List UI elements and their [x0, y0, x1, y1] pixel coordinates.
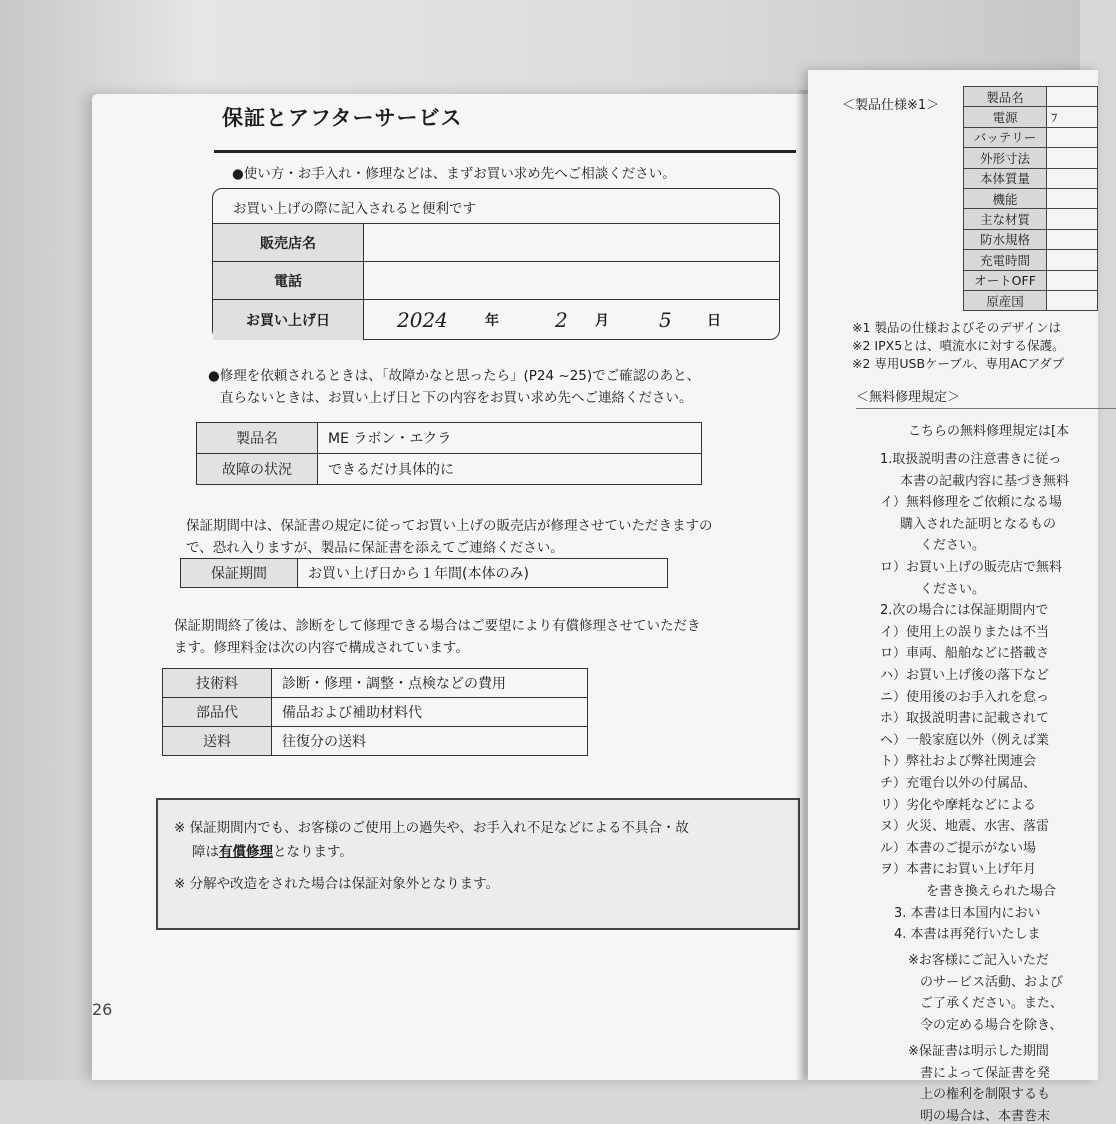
rule-line: 2.次の場合には保証期間内で — [880, 603, 1049, 619]
purchase-box-header — [213, 189, 779, 223]
rule-line: ニ）使用後のお手入れを怠っ — [880, 689, 1050, 705]
spec-value — [1047, 250, 1098, 270]
rule-line: ヌ）火災、地震、水害、落雷 — [880, 819, 1050, 835]
table-row — [163, 727, 588, 756]
purchase-date-row — [213, 299, 779, 340]
table-row — [964, 270, 1098, 290]
product-name-label: 製品名 — [197, 423, 318, 454]
rule-line: 書によって保証書を発 — [920, 1065, 1051, 1081]
table-row — [964, 168, 1098, 188]
spec-label: バッテリー — [964, 127, 1047, 147]
rule-line: 令の定める場合を除き、 — [920, 1018, 1063, 1033]
rule-line: を書き換えられた場合 — [926, 884, 1057, 899]
parts-fee-value: 備品および補助材料代 — [272, 698, 588, 727]
spec-value — [1047, 148, 1098, 168]
spec-table — [963, 86, 1098, 311]
rule-line: ヲ）本書にお買い上げ年月 — [880, 862, 1037, 878]
rule-line: 3. 本書は日本国内におい — [894, 905, 1041, 921]
warranty-text-line1: 保証期間中は、保証書の規定に従ってお買い上げの販売店が修理させていただきますの — [186, 518, 713, 534]
spec-value — [1047, 290, 1098, 310]
note1-line1: ※ 保証期間内でも、お客様のご使用上の過失や、お手入れ不足などによる不具合・故 — [174, 820, 689, 836]
footnote-1: ※1 製品の仕様およびそのデザインは — [852, 320, 1062, 335]
note1-paid-repair: 有償修理 — [219, 844, 273, 860]
note2: ※ 分解や改造をされた場合は保証対象外となります。 — [174, 876, 500, 892]
footnote-2: ※2 IPX5とは、噴流水に対する保護。 — [852, 338, 1065, 353]
spec-label: 外形寸法 — [964, 148, 1047, 168]
spec-label: 本体質量 — [964, 168, 1047, 188]
rule-line: ホ）取扱説明書に記載されて — [880, 711, 1050, 727]
fault-status-label: 故障の状況 — [197, 454, 318, 485]
table-row — [964, 127, 1098, 147]
spec-value — [1047, 270, 1098, 290]
footnote-3: ※2 専用USBケーブル、専用ACアダプ — [852, 356, 1065, 371]
spec-label: 充電時間 — [964, 250, 1047, 270]
store-row — [213, 223, 779, 261]
shipping-fee-label: 送料 — [163, 727, 272, 756]
rule-line: リ）劣化や摩耗などによる — [880, 797, 1037, 813]
notes-box — [156, 798, 800, 930]
parts-fee-label: 部品代 — [163, 698, 272, 727]
rule-line: 1.取扱説明書の注意書きに従っ — [880, 452, 1062, 467]
table-row — [964, 209, 1098, 229]
warranty-period-label: 保証期間 — [181, 559, 298, 588]
technical-fee-label: 技術料 — [163, 669, 272, 698]
purchase-date-label: お買い上げ日 — [213, 300, 364, 340]
month-unit: 月 — [595, 313, 609, 329]
table-row — [163, 669, 588, 698]
handwritten-year: 2024 — [397, 308, 448, 332]
rule-line: ト）弊社および弊社関連会 — [880, 754, 1037, 770]
note1-text-pre: 障は — [192, 844, 219, 860]
warranty-text-line2: で、恐れ入りますが、製品に保証書を添えてご連絡ください。 — [186, 540, 564, 556]
spec-value: ﾌ — [1047, 107, 1098, 127]
table-row — [964, 107, 1098, 127]
rule-line: ※保証書は明示した期間 — [908, 1044, 1049, 1059]
spec-label: 主な材質 — [964, 209, 1047, 229]
spec-value — [1047, 87, 1098, 107]
day-unit: 日 — [707, 313, 721, 329]
rule-line: イ）無料修理をご依頼になる場 — [880, 495, 1063, 511]
right-page — [808, 70, 1098, 1124]
table-row — [964, 250, 1098, 270]
handwritten-month: 2 — [555, 308, 568, 332]
divider — [856, 408, 1116, 409]
table-row — [197, 423, 702, 454]
spec-label: 製品名 — [964, 87, 1047, 107]
spec-label: 機能 — [964, 188, 1047, 208]
rule-line: 4. 本書は再発行いたしま — [894, 927, 1041, 943]
technical-fee-value: 診断・修理・調整・点検などの費用 — [272, 669, 588, 698]
repair-info-table — [196, 422, 702, 485]
rule-line: 本書の記載内容に基づき無料 — [900, 473, 1070, 489]
fault-status-value: できるだけ具体的に — [318, 454, 702, 485]
rule-line: 購入された証明となるもの — [900, 516, 1057, 532]
intro-text: ●使い方・お手入れ・修理などは、まずお買い求め先へご相談ください。 — [232, 166, 676, 182]
rule-line: チ）充電台以外の付属品、 — [880, 776, 1037, 791]
phone-label: 電話 — [213, 262, 364, 299]
purchase-record-box — [212, 188, 780, 340]
rule-line: ヘ）一般家庭以外（例えば業 — [880, 732, 1050, 748]
rule-line: ハ）お買い上げ後の落下など — [880, 668, 1050, 683]
spec-label: 防水規格 — [964, 229, 1047, 249]
rule-line: ※お客様にご記入いただ — [908, 953, 1049, 969]
repair-instruction-line1: ●修理を依頼されるときは、「故障かなと思ったら」(P24 ~25)でご確認のあと、 — [208, 368, 701, 384]
rule-line: ロ）車両、船舶などに搭載さ — [880, 646, 1050, 662]
repair-fee-table — [162, 668, 588, 756]
rule-line: イ）使用上の誤りまたは不当 — [880, 624, 1050, 640]
warranty-period-table — [180, 558, 668, 588]
spec-value — [1047, 127, 1098, 147]
note1-text-post: となります。 — [273, 844, 353, 860]
after-warranty-line2: ます。修理料金は次の内容で構成されています。 — [174, 640, 469, 656]
page-title: 保証とアフターサービス — [222, 106, 463, 130]
spec-heading: ＜製品仕様※1＞ — [842, 98, 940, 113]
spec-value — [1047, 229, 1098, 249]
note1-line2 — [192, 840, 353, 860]
handwritten-day: 5 — [659, 308, 672, 332]
spec-label: 電源 — [964, 107, 1047, 127]
table-row — [181, 559, 668, 588]
free-repair-heading: ＜無料修理規定＞ — [856, 390, 961, 405]
page-number: 26 — [92, 1000, 113, 1019]
rule-line: ください。 — [920, 538, 986, 554]
store-label: 販売店名 — [213, 224, 364, 261]
repair-instruction-line2: 直らないときは、お買い上げ日と下の内容をお買い求め先へご連絡ください。 — [220, 390, 693, 406]
table-row — [964, 290, 1098, 310]
rule-line: ロ）お買い上げの販売店で無料 — [880, 560, 1063, 575]
table-row — [163, 698, 588, 727]
year-unit: 年 — [485, 313, 499, 329]
table-row — [964, 188, 1098, 208]
spec-label: 原産国 — [964, 290, 1047, 310]
warranty-period-value: お買い上げ日から１年間(本体のみ) — [298, 559, 668, 588]
rule-line: ル）本書のご提示がない場 — [880, 840, 1037, 856]
table-row — [964, 87, 1098, 107]
spec-value — [1047, 168, 1098, 188]
free-repair-intro: こちらの無料修理規定は[本 — [908, 424, 1070, 439]
rule-line: 明の場合は、本書巻末 — [920, 1108, 1051, 1124]
spec-value — [1047, 209, 1098, 229]
rule-line: 上の権利を制限するも — [920, 1087, 1051, 1103]
phone-row — [213, 261, 779, 299]
rule-line: ご了承ください。また、 — [920, 996, 1064, 1012]
title-underline — [214, 150, 796, 153]
spec-value — [1047, 188, 1098, 208]
spec-label: オートOFF — [964, 270, 1047, 290]
table-row — [964, 229, 1098, 249]
product-name-value: ME ラボン・エクラ — [318, 423, 702, 454]
table-row — [197, 454, 702, 485]
rule-line: ください。 — [920, 581, 986, 597]
purchase-box-heading: お買い上げの際に記入されると便利です — [233, 201, 476, 217]
after-warranty-line1: 保証期間終了後は、診断をして修理できる場合はご要望により有償修理させていただき — [174, 618, 701, 634]
rule-line: のサービス活動、および — [920, 974, 1064, 990]
shipping-fee-value: 往復分の送料 — [272, 727, 588, 756]
table-row — [964, 148, 1098, 168]
